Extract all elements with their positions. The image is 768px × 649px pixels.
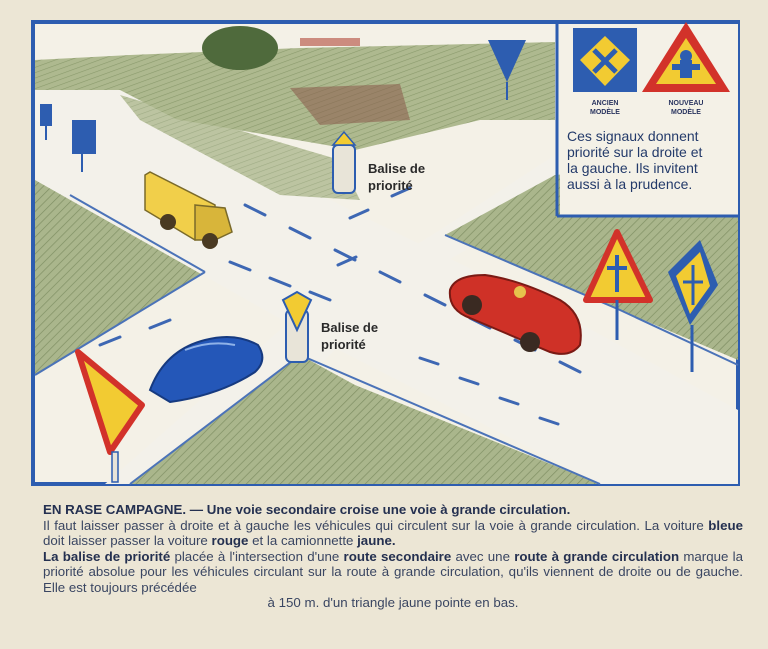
new-model-label: NOUVEAU MODÈLE xyxy=(668,100,704,116)
old-model-sign xyxy=(573,28,637,92)
village xyxy=(300,38,360,46)
tree-icon xyxy=(202,26,278,70)
old-model-label: ANCIEN MODÈLE xyxy=(590,100,620,116)
balise-label-top: Balise de priorité xyxy=(368,161,426,193)
signs-caption: Ces signaux donnent priorité sur la droite et la gauche. Ils invitent aussi à la prudence. xyxy=(567,128,703,192)
main-caption xyxy=(43,502,743,611)
caption-heading: EN RASE CAMPAGNE. — Une voie secondaire croise une voie à grande circulation. xyxy=(43,502,571,517)
caption-paragraph-3: à 150 m. d'un triangle jaune pointe en bas. xyxy=(267,595,519,610)
priority-beacon-top xyxy=(333,132,355,193)
priority-beacon-middle xyxy=(283,292,311,362)
balise-label-middle: Balise de priorité xyxy=(321,320,379,352)
caption-paragraph-1: Il faut laisser passer à droite et à gauche les véhicules qui circulent sur la voie à grande circulation. La voiture bleue doit laisser passer la voiture rouge et la camionnette jaune. xyxy=(43,517,743,548)
caption-paragraph-2: La balise de priorité placée à l'intersection d'une route secondaire avec une route à grande circulation marque la priorité absolue pour les véhicules circulant sur la route à grande circulation, qu'ils viennent de droite ou de gauche. Elle est toujours précédée xyxy=(43,548,743,595)
